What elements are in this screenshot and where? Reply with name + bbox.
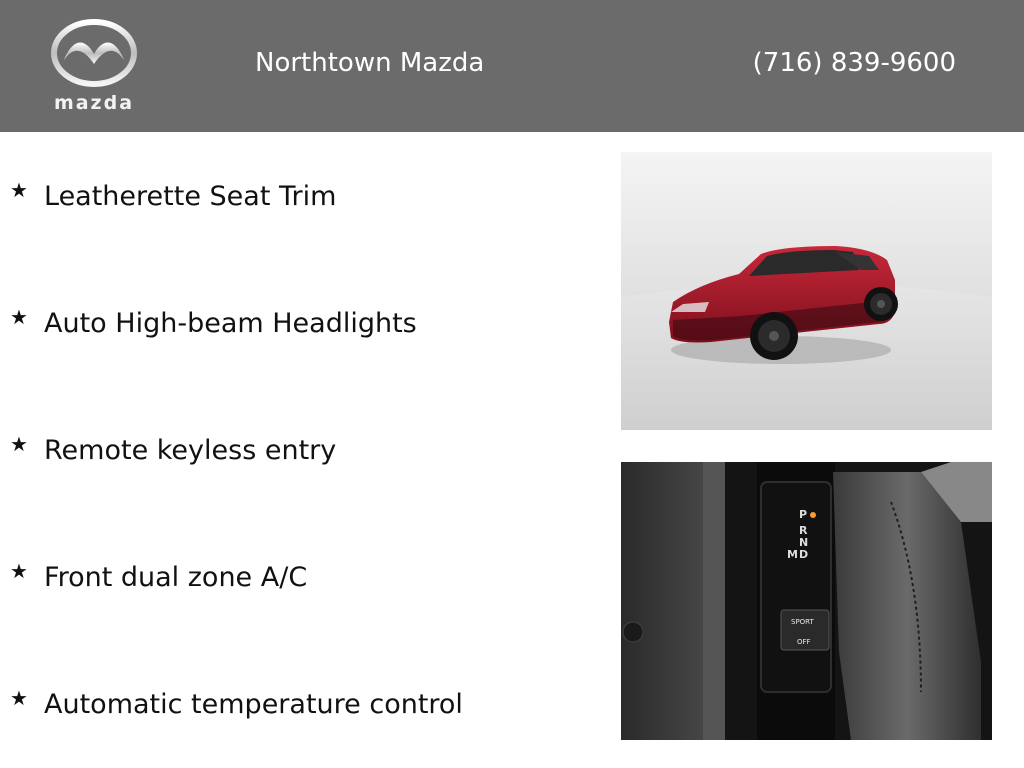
feature-item xyxy=(10,557,307,597)
feature-item xyxy=(10,303,417,343)
star-icon: ★ xyxy=(10,305,28,329)
star-icon: ★ xyxy=(10,178,28,202)
shifter-image xyxy=(621,462,992,740)
feature-label: Automatic temperature control xyxy=(44,688,463,720)
dealer-phone[interactable]: (716) 839-9600 xyxy=(752,48,956,78)
feature-list xyxy=(0,132,600,768)
gear-letter-n: N xyxy=(799,536,809,549)
gear-letter-p: P xyxy=(799,508,808,521)
mazda-emblem-icon xyxy=(50,18,138,88)
dealer-name[interactable]: Northtown Mazda xyxy=(255,48,485,78)
feature-label: Remote keyless entry xyxy=(44,434,337,466)
feature-label: Auto High-beam Headlights xyxy=(44,307,417,339)
feature-label: Front dual zone A/C xyxy=(44,561,308,593)
gear-letter-d: D xyxy=(799,548,809,561)
red-suv-image xyxy=(621,152,992,430)
feature-item xyxy=(10,430,336,470)
feature-item xyxy=(10,176,336,216)
off-button-label: OFF xyxy=(797,638,811,646)
mazda-logo[interactable] xyxy=(42,18,146,114)
star-icon: ★ xyxy=(10,559,28,583)
feature-item xyxy=(10,684,463,724)
gear-letter-r: R xyxy=(799,524,808,537)
header-bar xyxy=(0,0,1024,132)
star-icon: ★ xyxy=(10,686,28,710)
mazda-wordmark: mazda xyxy=(53,92,135,114)
sport-button-label: SPORT xyxy=(791,618,814,626)
feature-label: Leatherette Seat Trim xyxy=(44,180,337,212)
car-exterior-photo xyxy=(621,152,992,430)
gear-letter-m: M xyxy=(787,548,798,561)
star-icon: ★ xyxy=(10,432,28,456)
gear-shifter-photo xyxy=(621,462,992,740)
